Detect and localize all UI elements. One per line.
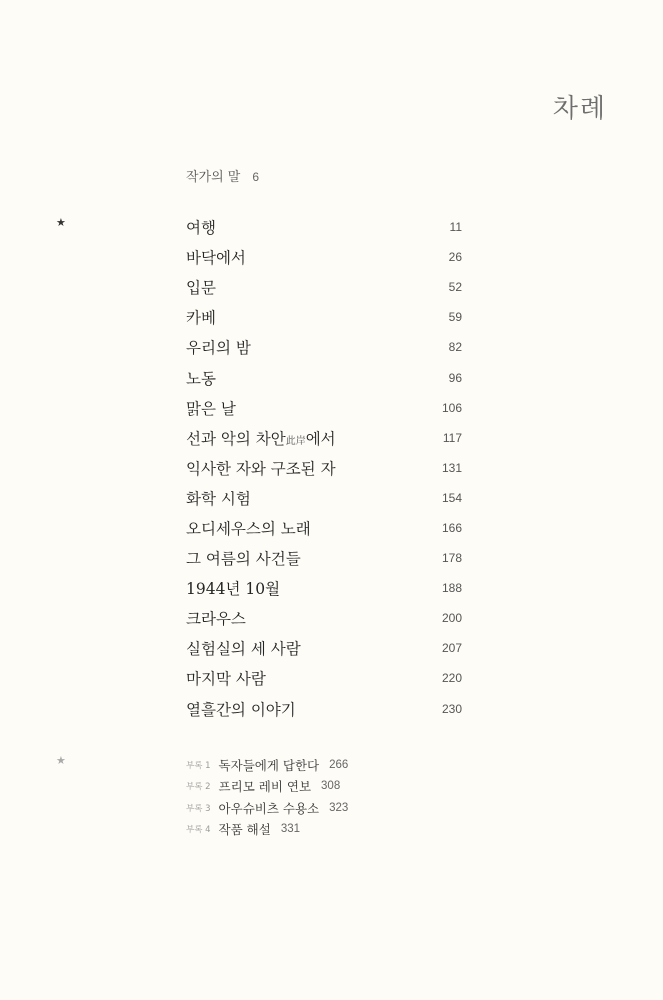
chapter-page-number: 11: [449, 220, 462, 235]
appendix-tag: 부록 4: [186, 825, 211, 836]
chapter-title: 여행: [186, 219, 216, 238]
appendix-page-number: 308: [321, 780, 341, 793]
chapter-entry[interactable]: [186, 242, 462, 272]
chapter-list: [186, 212, 462, 724]
appendix-entry[interactable]: [186, 754, 348, 776]
chapter-page-number: 59: [448, 310, 462, 325]
chapter-page-number: 220: [441, 671, 462, 686]
appendix-entry[interactable]: [186, 819, 348, 841]
chapter-title-part: 선과 악의 차안: [186, 429, 286, 448]
appendix-tag: 부록 2: [186, 782, 211, 793]
appendix-entry[interactable]: [186, 776, 348, 798]
chapter-title: 그 여름의 사건들: [186, 550, 301, 569]
chapter-page-number: 230: [441, 701, 462, 716]
chapter-title-hanja: 此岸: [285, 435, 306, 447]
chapter-title: [186, 427, 336, 449]
chapter-page-number: 131: [441, 460, 462, 475]
appendix-page-number: 331: [280, 823, 301, 836]
chapter-title: 열흘간의 이야기: [186, 700, 296, 719]
preface-entry[interactable]: [186, 166, 259, 185]
chapter-title: 마지막 사람: [186, 670, 266, 689]
star-marker-icon: ★: [56, 216, 66, 229]
chapter-page-number: 188: [441, 581, 462, 596]
chapter-page-number: 200: [441, 611, 462, 626]
chapter-entry[interactable]: [186, 513, 462, 543]
chapter-entry[interactable]: [186, 633, 462, 663]
chapter-title: 노동: [186, 369, 216, 388]
chapter-entry[interactable]: [186, 453, 462, 483]
chapter-title-part: 에서: [305, 429, 336, 448]
star-marker-icon: ★: [56, 754, 66, 767]
appendix-title: 프리모 레비 연보: [218, 779, 312, 795]
chapter-title: 크라우스: [186, 610, 246, 629]
chapter-title: 1944년 10월: [186, 580, 281, 599]
chapter-entry[interactable]: [186, 212, 462, 242]
chapter-page-number: 166: [441, 520, 462, 535]
preface-title: 작가의 말: [186, 170, 241, 185]
chapter-entry[interactable]: [186, 423, 462, 453]
chapter-page-number: 52: [448, 280, 462, 295]
preface-page-number: 6: [252, 170, 260, 184]
chapter-title: 화학 시험: [186, 489, 251, 508]
chapter-entry[interactable]: [186, 393, 462, 423]
chapter-entry[interactable]: [186, 272, 462, 302]
appendix-title: 아우슈비츠 수용소: [218, 800, 320, 816]
chapter-entry[interactable]: [186, 573, 462, 603]
chapter-entry[interactable]: [186, 332, 462, 362]
chapter-entry[interactable]: [186, 603, 462, 633]
chapter-entry[interactable]: [186, 694, 462, 724]
chapter-title: 카베: [186, 309, 216, 328]
chapter-page-number: 82: [448, 340, 462, 355]
appendix-tag: 부록 1: [186, 760, 211, 771]
chapter-page-number: 96: [448, 370, 462, 385]
chapter-entry[interactable]: [186, 543, 462, 573]
chapter-title: 맑은 날: [186, 399, 236, 418]
chapter-page-number: 26: [448, 250, 462, 265]
appendix-tag: 부록 3: [186, 803, 211, 814]
chapter-title: 실험실의 세 사람: [186, 640, 301, 659]
page-title: 차례: [552, 94, 607, 124]
appendix-title: 독자들에게 답한다: [218, 757, 320, 773]
chapter-page-number: 207: [441, 641, 462, 656]
appendix-page-number: 323: [329, 801, 349, 814]
chapter-entry[interactable]: [186, 483, 462, 513]
chapter-page-number: 178: [441, 551, 462, 566]
chapter-page-number: 117: [442, 430, 462, 445]
appendix-entry[interactable]: [186, 797, 348, 819]
appendix-list: [186, 754, 348, 840]
chapter-title: 우리의 밤: [186, 339, 251, 358]
chapter-title: 입문: [186, 279, 216, 298]
appendix-page-number: 266: [329, 758, 349, 771]
chapter-page-number: 106: [441, 400, 462, 415]
chapter-entry[interactable]: [186, 663, 462, 693]
chapter-title: 바닥에서: [186, 249, 246, 268]
chapter-entry[interactable]: [186, 362, 462, 392]
chapter-title: 익사한 자와 구조된 자: [186, 459, 336, 478]
chapter-page-number: 154: [441, 490, 462, 505]
appendix-title: 작품 해설: [218, 822, 271, 838]
chapter-entry[interactable]: [186, 302, 462, 332]
chapter-title: 오디세우스의 노래: [186, 519, 311, 538]
